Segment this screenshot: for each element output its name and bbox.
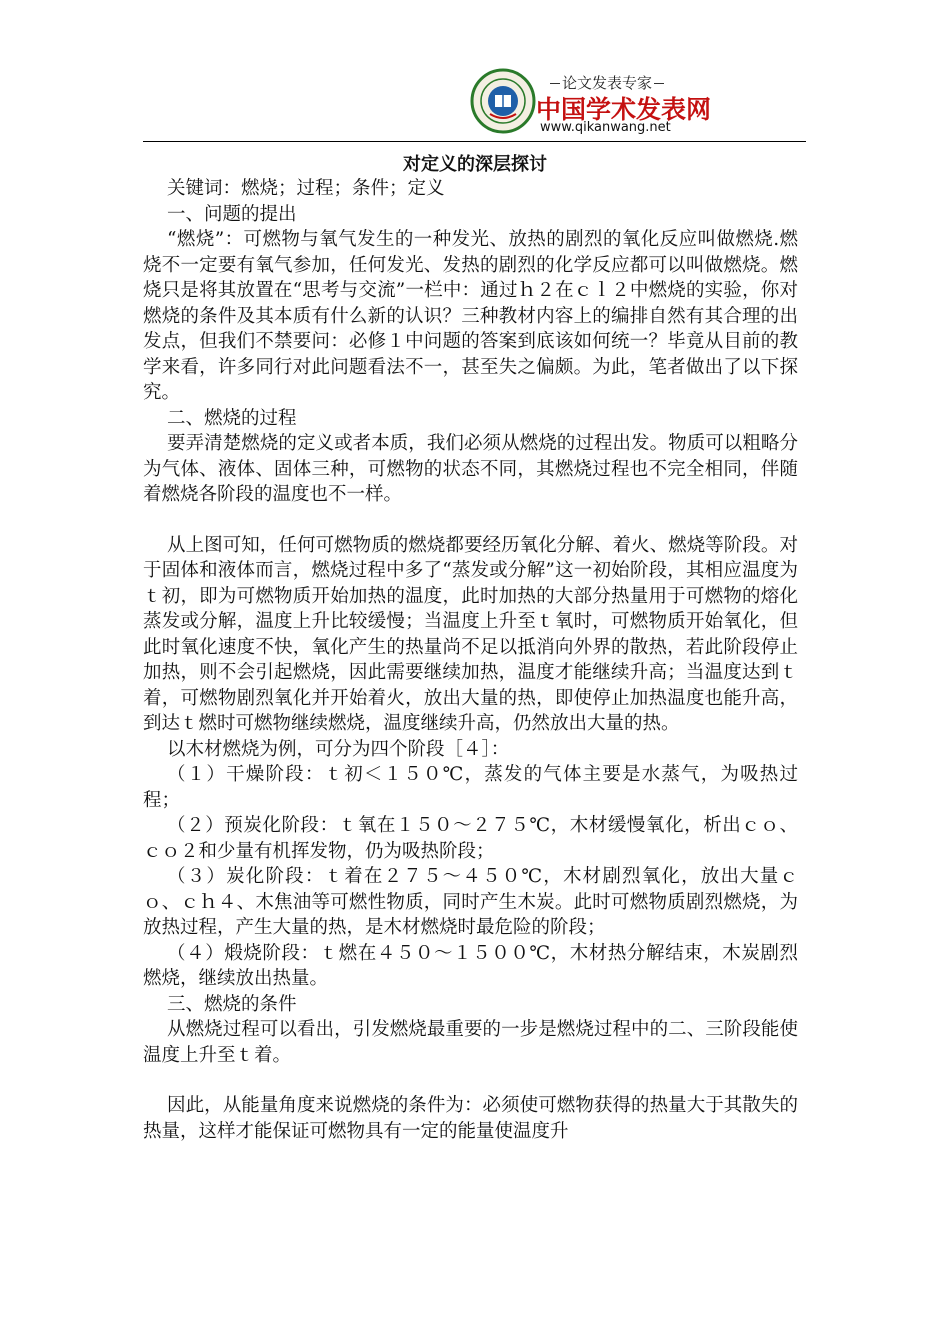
paragraph: 要弄清楚燃烧的定义或者本质，我们必须从燃烧的过程出发。物质可以粗略分为气体、液体、固体三种，可燃物的状态不同，其燃烧过程也不完全相同，伴随着燃烧各阶段的温度也不一样。 <box>143 433 798 505</box>
keywords-line: 关键词：燃烧；过程；条件；定义 <box>167 178 445 199</box>
article-body <box>143 176 798 1144</box>
paragraph: 从燃烧过程可以看出，引发燃烧最重要的一步是燃烧过程中的二、三阶段能使温度上升至ｔ着。 <box>143 1019 798 1066</box>
paragraph: 从上图可知，任何可燃物质的燃烧都要经历氧化分解、着火、燃烧等阶段。对于固体和液体而言，燃烧过程中多了“蒸发或分解”这一初始阶段，其相应温度为ｔ初，即为可燃物质开始加热的温度，此时加热的大部分热量用于可燃物的熔化蒸发或分解，温度上升比较缓慢；当温度上升至ｔ氧时，可燃物质开始氧化，但此时氧化速度不快，氧化产生的热量尚不足以抵消向外界的散热，若此阶段停止加热，则不会引起燃烧，因此需要继续加热，温度才能继续升高；当温度达到ｔ着，可燃物剧烈氧化并开始着火，放出大量的热，即使停止加热温度也能升高，到达ｔ燃时可燃物继续燃烧，温度继续升高，仍然放出大量的热。 <box>143 534 798 734</box>
paragraph: 因此，从能量角度来说燃烧的条件为：必须使可燃物获得的热量大于其散失的热量，这样才能保证可燃物具有一定的能量使温度升 <box>143 1095 798 1142</box>
logo-url[interactable]: www.qikanwang.net <box>540 120 671 135</box>
section-heading: 二、燃烧的过程 <box>167 407 297 429</box>
list-item: （１）干燥阶段：ｔ初＜１５０℃，蒸发的气体主要是水蒸气，为吸热过程； <box>143 764 798 811</box>
seal-icon <box>470 68 536 134</box>
list-item: （３）炭化阶段：ｔ着在２７５～４５０℃，木材剧烈氧化，放出大量ｃｏ、ｃｈ４、木焦油等可燃性物质，同时产生木炭。此时可燃物质剧烈燃烧，为放热过程，产生大量的热，是木材燃烧时最危险的阶段； <box>143 866 798 938</box>
article-title: 对定义的深层探讨 <box>403 154 547 175</box>
section-heading: 一、问题的提出 <box>167 203 297 225</box>
paragraph: “燃烧”：可燃物与氧气发生的一种发光、放热的剧烈的氧化反应叫做燃烧.燃烧不一定要有氧气参加，任何发光、发热的剧烈的化学反应都可以叫做燃烧。燃烧只是将其放置在“思考与交流”一栏中：通过ｈ２在ｃｌ２中燃烧的实验，你对燃烧的条件及其本质有什么新的认识？三种教材内容上的编排自然有其合理的出发点，但我们不禁要问：必修１中问题的答案到底该如何统一？毕竟从目前的教学来看，许多同行对此问题看法不一，甚至失之偏颇。为此，笔者做出了以下探究。 <box>143 229 798 403</box>
logo-site-name: 中国学术发表网 <box>536 95 712 124</box>
figure-placeholder <box>143 1068 798 1093</box>
list-item: （２）预炭化阶段：ｔ氧在１５０～２７５℃，木材缓慢氧化，析出ｃｏ、ｃｏ２和少量有机挥发物，仍为吸热阶段； <box>143 815 798 862</box>
section-heading: 三、燃烧的条件 <box>167 993 297 1015</box>
list-item: （４）煅烧阶段：ｔ燃在４５０～１５００℃，木材热分解结束，木炭剧烈燃烧，继续放出热量。 <box>143 942 798 989</box>
site-logo[interactable] <box>470 68 712 138</box>
header-divider <box>143 141 806 142</box>
paragraph: 以木材燃烧为例，可分为四个阶段［４］： <box>167 738 510 760</box>
figure-placeholder <box>143 508 798 533</box>
logo-slogan: 论文发表专家 <box>548 72 666 93</box>
